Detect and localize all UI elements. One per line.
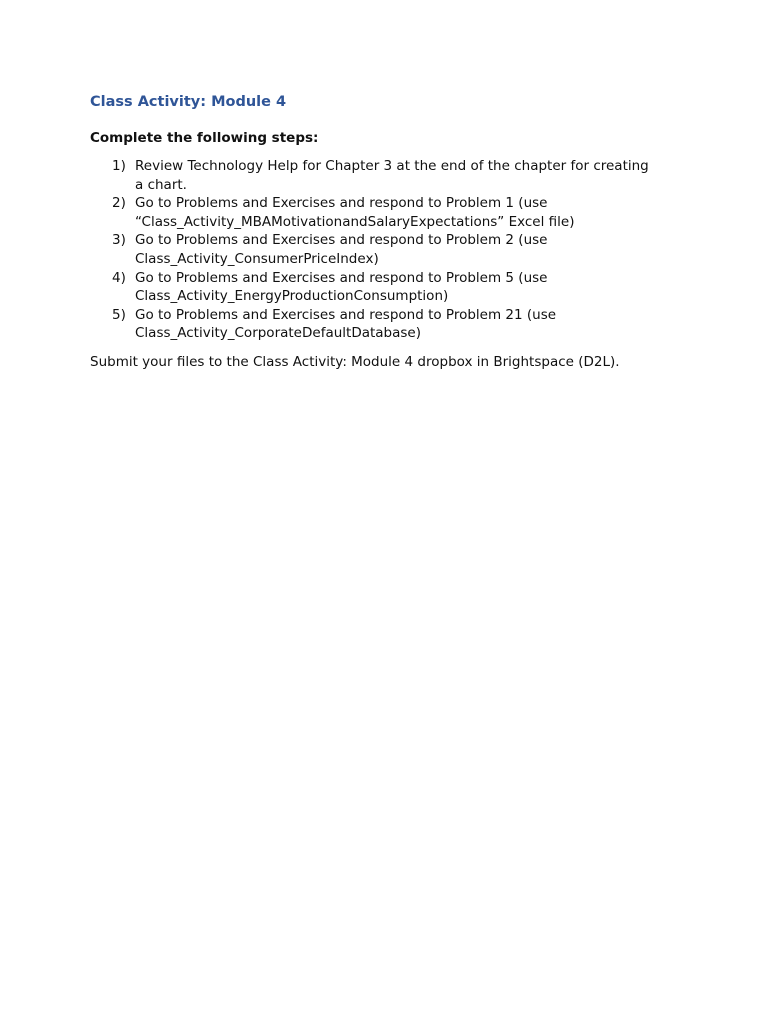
step-line: Class_Activity_EnergyProductionConsumption): [135, 288, 449, 305]
step-line: a chart.: [135, 176, 187, 193]
step-line: Go to Problems and Exercises and respond to Problem 21 (use: [135, 306, 557, 323]
step-line: Review Technology Help for Chapter 3 at the end of the chapter for creating: [135, 158, 649, 174]
step-item-3: [90, 231, 690, 268]
step-item-5: [90, 306, 690, 343]
step-line: “Class_Activity_MBAMotivationandSalaryExpectations” Excel file): [135, 213, 575, 230]
step-number: 4): [112, 269, 126, 286]
steps-list: [90, 157, 690, 343]
step-line: Go to Problems and Exercises and respond to Problem 2 (use: [135, 232, 548, 249]
step-line: Go to Problems and Exercises and respond to Problem 1 (use: [135, 195, 548, 212]
step-number: 1): [112, 158, 126, 174]
step-line: Class_Activity_CorporateDefaultDatabase): [135, 325, 421, 342]
instructions-heading: Complete the following steps:: [90, 130, 319, 146]
step-number: 5): [112, 306, 126, 323]
step-item-2: [90, 194, 690, 231]
step-item-4: [90, 269, 690, 306]
step-line: Go to Problems and Exercises and respond to Problem 5 (use: [135, 269, 548, 286]
document-content: [90, 92, 690, 372]
document-title: Class Activity: Module 4: [90, 94, 287, 110]
step-number: 2): [112, 195, 126, 212]
step-item-1: [90, 157, 690, 194]
submission-instruction: Submit your files to the Class Activity: Module 4 dropbox in Brightspace (D2L).: [90, 353, 620, 370]
step-number: 3): [112, 232, 126, 249]
step-line: Class_Activity_ConsumerPriceIndex): [135, 250, 379, 267]
